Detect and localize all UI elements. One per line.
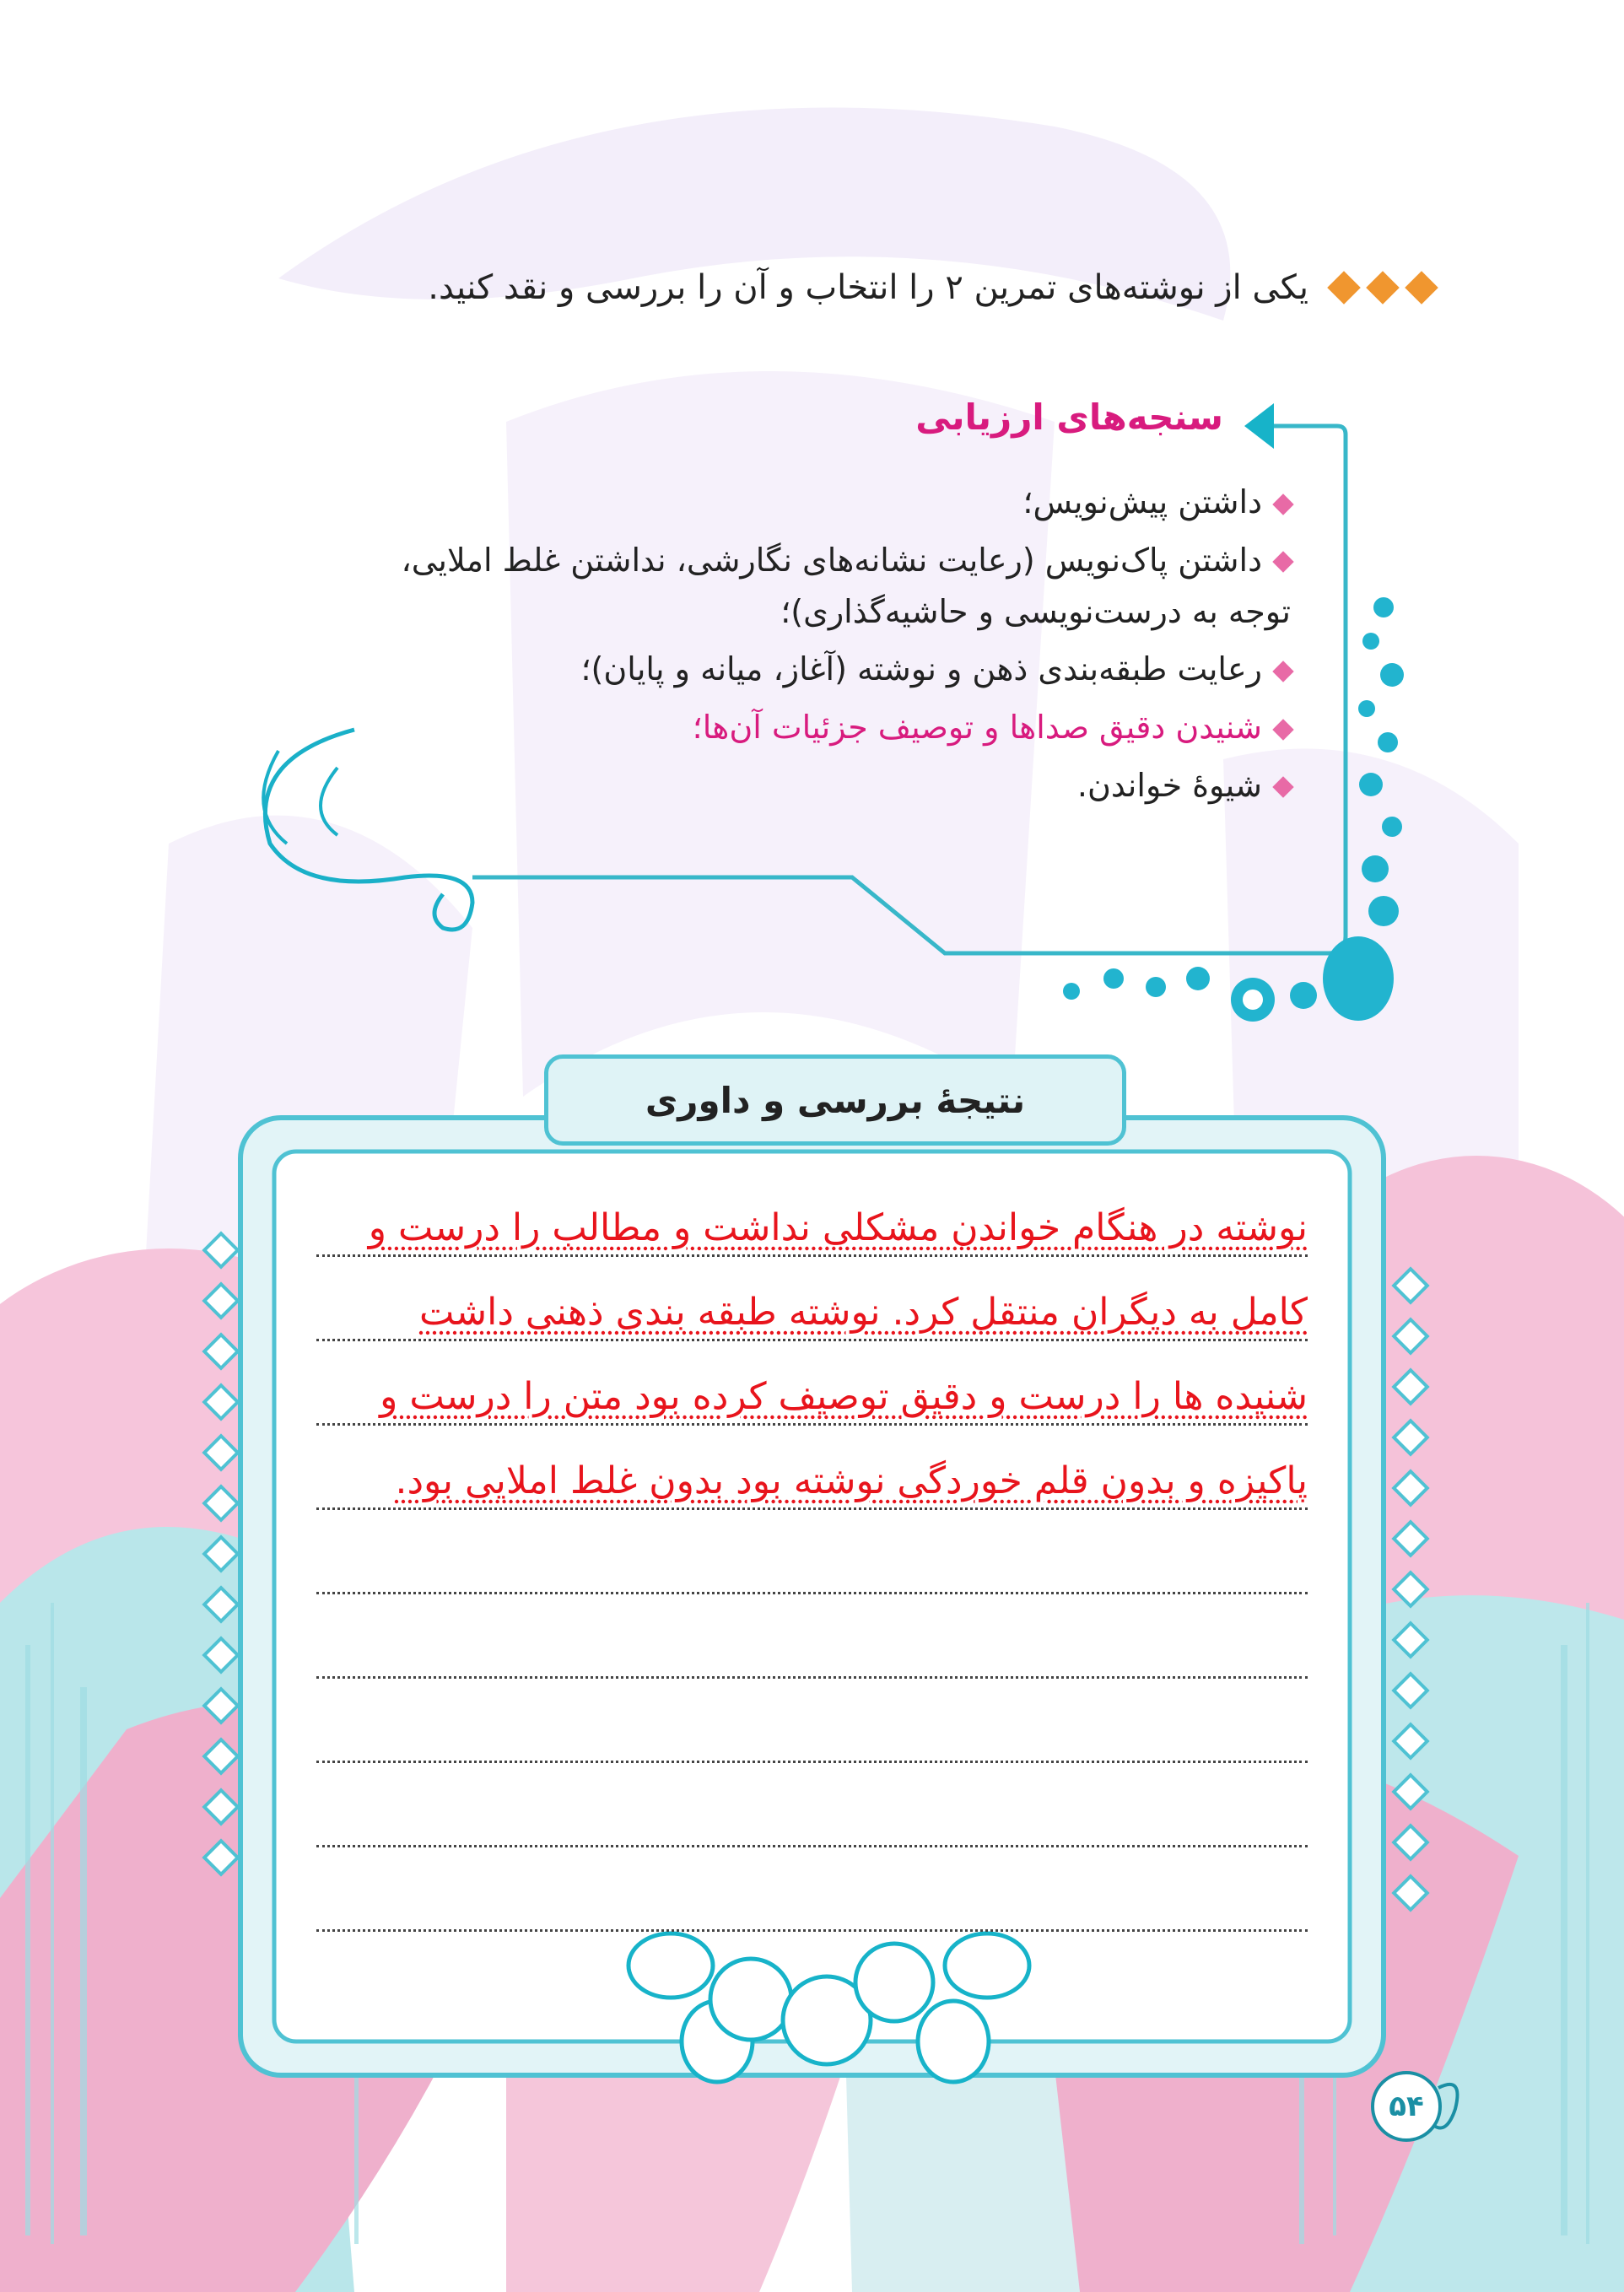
answer-line-empty[interactable] xyxy=(316,1510,1308,1594)
page-number: ۵۴ xyxy=(1389,2090,1424,2123)
criteria-item: رعایت طبقه‌بندی ذهن و نوشته (آغاز، میانه و پایان)؛ xyxy=(346,644,1291,695)
criteria-item: شیوۀ خواندن. xyxy=(346,760,1291,812)
criteria-title: سنجه‌های ارزیابی xyxy=(915,396,1223,438)
criteria-list xyxy=(346,477,1291,818)
instruction xyxy=(190,268,1438,307)
answer-line-empty[interactable] xyxy=(316,1763,1308,1847)
answer-area[interactable] xyxy=(316,1173,1308,1932)
answer-line: پاکیزه و بدون قلم خوردگی نوشته بود بدون غلط املایی بود. xyxy=(316,1426,1308,1510)
diamond-bullet-icon xyxy=(1272,777,1293,798)
criteria-item: شنیدن دقیق صداها و توصیف جزئیات آن‌ها؛ xyxy=(346,702,1291,753)
diamond-bullet-icon xyxy=(1272,552,1293,573)
criteria-item: داشتن پیش‌نویس؛ xyxy=(346,477,1291,528)
answer-line: شنیده ها را درست و دقیق توصیف کرده بود متن را درست و xyxy=(316,1341,1308,1426)
diamond-bullet-icon xyxy=(1272,661,1293,682)
answer-line: نوشته در هنگام خواندن مشکلی نداشت و مطالب را درست و xyxy=(316,1173,1308,1257)
instruction-text: یکی از نوشته‌های تمرین ۲ را انتخاب و آن را بررسی و نقد کنید. xyxy=(428,268,1308,307)
answer-line-empty[interactable] xyxy=(316,1594,1308,1679)
answer-line-empty[interactable] xyxy=(316,1847,1308,1932)
criteria-item: داشتن پاک‌نویس (رعایت نشانه‌های نگارشی، نداشتن غلط املایی، توجه به درست‌نویسی و حاشیه‌گذاری)؛ xyxy=(346,535,1291,638)
answer-line: کامل به دیگران منتقل کرد. نوشته طبقه بندی ذهنی داشت xyxy=(316,1257,1308,1341)
diamond-bullet-icon xyxy=(1272,719,1293,740)
result-title: نتیجۀ بررسی و داوری xyxy=(544,1054,1126,1146)
orange-diamonds-icon xyxy=(1327,276,1438,299)
answer-line-empty[interactable] xyxy=(316,1679,1308,1763)
diamond-bullet-icon xyxy=(1272,493,1293,515)
